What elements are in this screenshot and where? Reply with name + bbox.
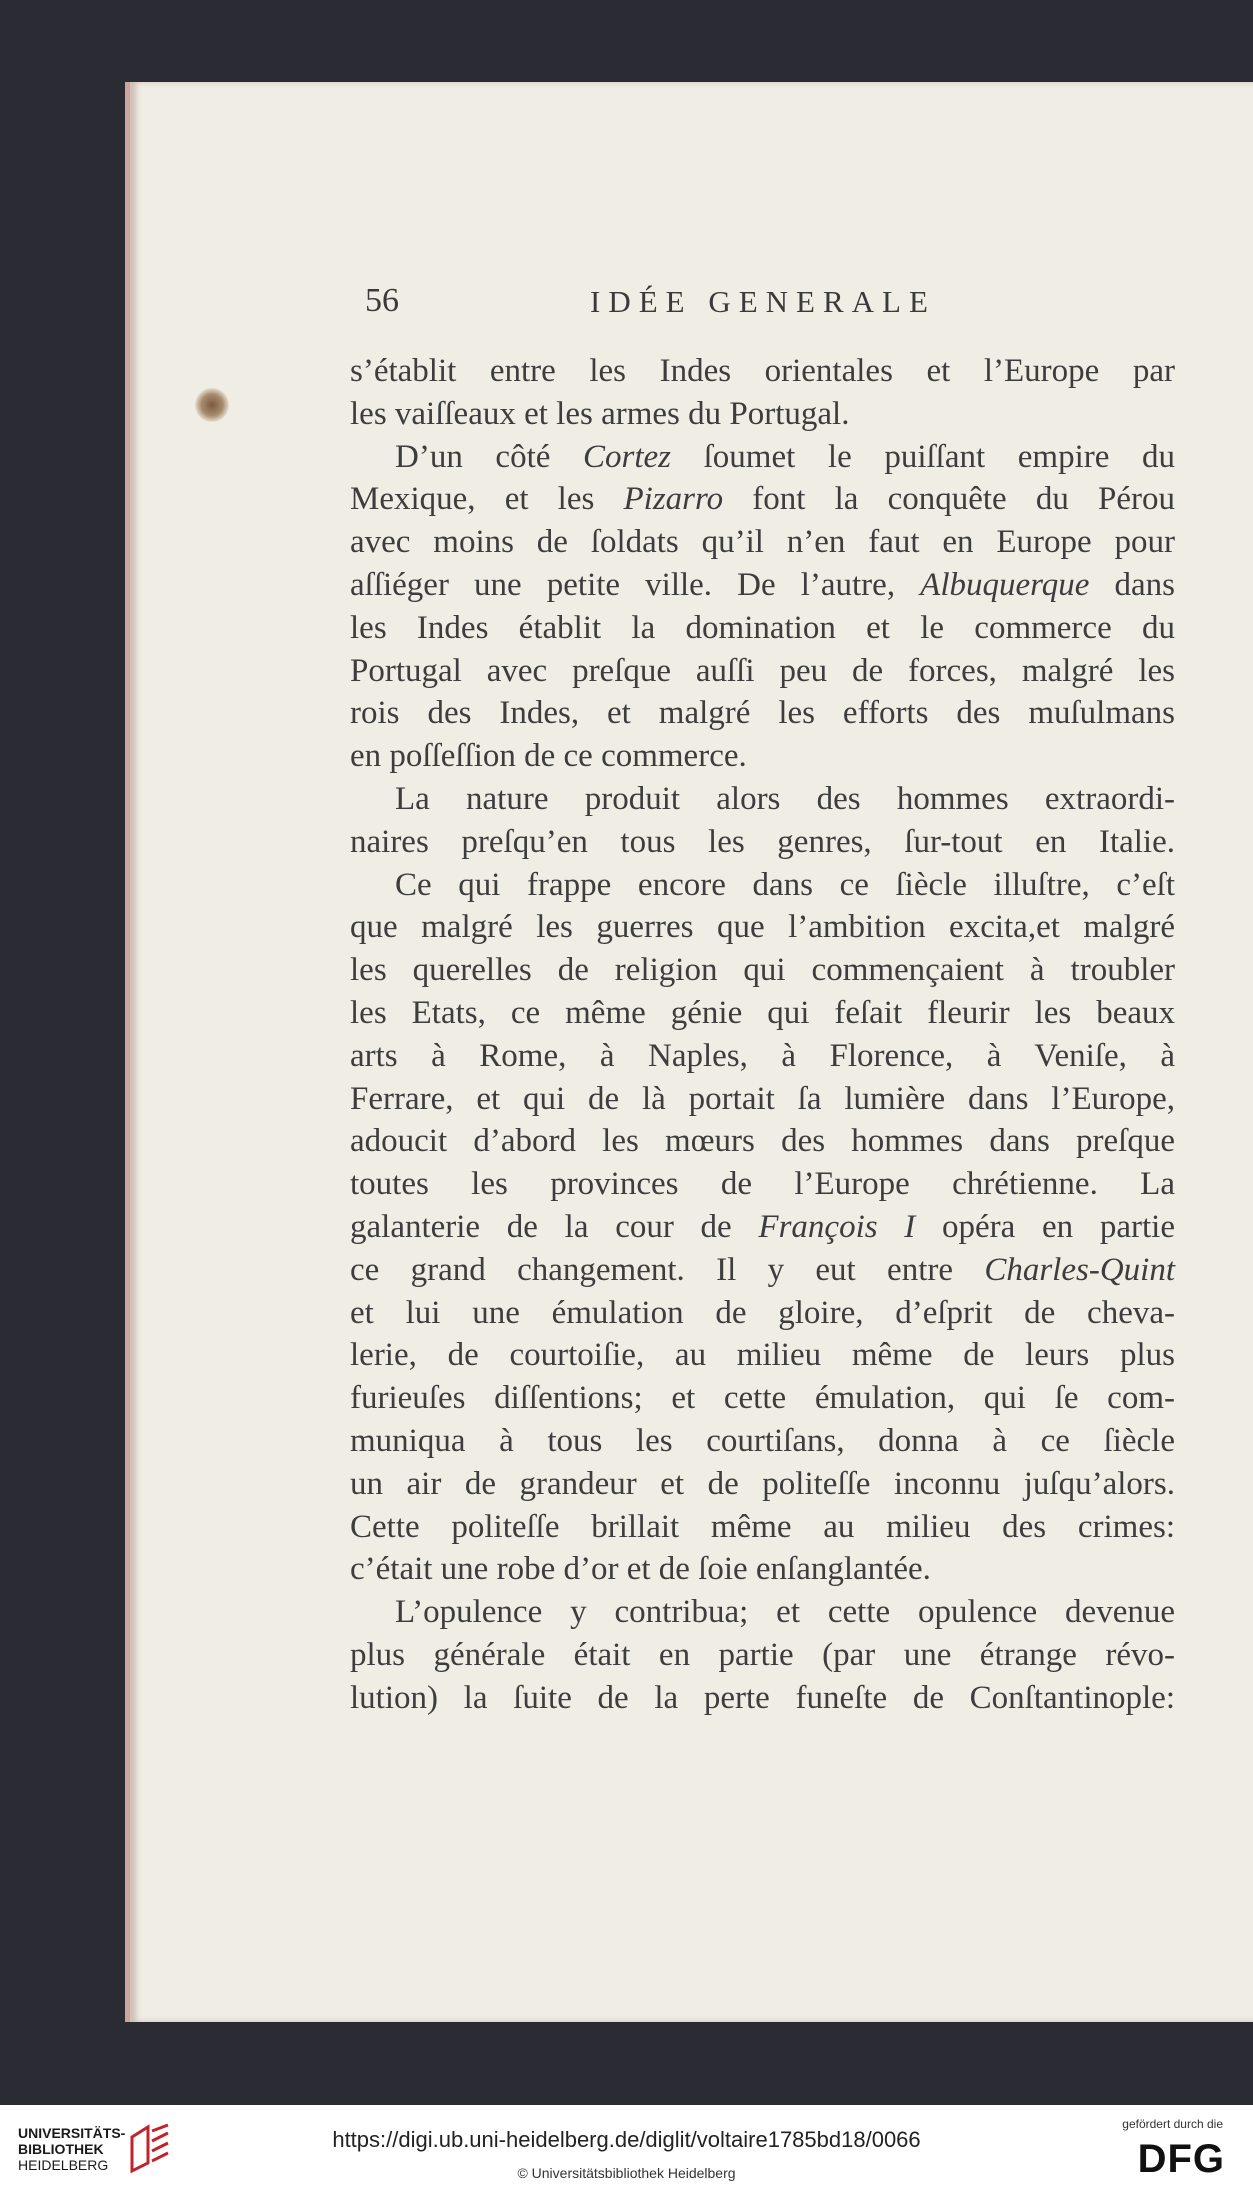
text-span: que malgré les guerres que l’ambition excita,et malgré xyxy=(350,909,1175,946)
text-line xyxy=(350,821,1175,864)
text-line xyxy=(350,1548,1175,1591)
text-span: et lui une émulation de gloire, d’eſprit de cheva- xyxy=(350,1294,1175,1331)
text-span: Cette politeſſe brillait même au milieu des crimes: xyxy=(350,1508,1175,1545)
text-line xyxy=(350,521,1175,564)
text-line xyxy=(350,607,1175,650)
text-line xyxy=(350,393,1175,436)
text-line xyxy=(350,1506,1175,1549)
text-line xyxy=(350,778,1175,821)
text-span: Mexique, et les xyxy=(350,481,624,518)
text-span: avec moins de ſoldats qu’il n’en faut en Europe pour xyxy=(350,524,1175,561)
italic-name: Charles-Quint xyxy=(984,1251,1175,1288)
italic-name: François I xyxy=(758,1208,916,1245)
text-span: dans xyxy=(1089,566,1176,603)
text-span: les querelles de religion qui commençaient à troubler xyxy=(350,952,1175,989)
text-line xyxy=(350,650,1175,693)
text-line xyxy=(350,436,1175,479)
text-line xyxy=(350,992,1175,1035)
text-span: La nature produit alors des hommes extraordi- xyxy=(395,780,1175,817)
italic-name: Pizarro xyxy=(623,481,724,518)
text-span: ce grand changement. Il y eut entre xyxy=(350,1251,985,1288)
text-span: Portugal avec preſque auſſi peu de forces, malgré les xyxy=(350,652,1175,689)
text-line xyxy=(350,478,1175,521)
text-line xyxy=(350,735,1175,778)
text-span: muniqua à tous les courtiſans, donna à ce ſiècle xyxy=(350,1422,1175,1459)
text-span: Ferrare, et qui de là portait ſa lumière dans l’Europe, xyxy=(350,1080,1175,1117)
body-text xyxy=(350,350,1175,1720)
page-url-link[interactable]: https://digi.ub.uni-heidelberg.de/diglit/voltaire1785bd18/0066 xyxy=(332,2127,921,2152)
text-span: aſſiéger une petite ville. De l’autre, xyxy=(350,566,921,603)
running-title: IDÉE GENERALE xyxy=(590,284,936,319)
text-line xyxy=(350,864,1175,907)
text-line xyxy=(350,1292,1175,1335)
italic-name: Albuquerque xyxy=(920,566,1090,603)
text-span: lution) la ſuite de la perte funeſte de Conſtantinople: xyxy=(350,1679,1175,1716)
text-line xyxy=(350,1249,1175,1292)
text-span: les vaiſſeaux et les armes du Portugal. xyxy=(350,395,850,432)
text-line xyxy=(350,1163,1175,1206)
text-span: les Indes établit la domination et le commerce du xyxy=(350,609,1175,646)
text-span: ſoumet le puiſſant empire du xyxy=(671,438,1175,475)
text-span: opéra en partie xyxy=(915,1208,1175,1245)
text-line xyxy=(350,1206,1175,1249)
copyright-notice: © Universitätsbibliothek Heidelberg xyxy=(517,2165,736,2181)
foxing-stain xyxy=(195,388,229,422)
text-span: Ce qui frappe encore dans ce ſiècle illuſtre, c’eſt xyxy=(395,866,1175,903)
text-line xyxy=(350,1120,1175,1163)
page-number: 56 xyxy=(365,282,399,319)
funder-label: gefördert durch die xyxy=(1122,2117,1223,2131)
text-line xyxy=(350,1334,1175,1377)
dfg-logo: DFG xyxy=(1137,2137,1225,2181)
text-line xyxy=(350,564,1175,607)
text-line xyxy=(350,692,1175,735)
text-line xyxy=(350,1078,1175,1121)
text-span: les Etats, ce même génie qui feſait fleurir les beaux xyxy=(350,994,1175,1031)
text-line xyxy=(350,1463,1175,1506)
text-span: toutes les provinces de l’Europe chrétienne. La xyxy=(350,1166,1175,1203)
text-span: L’opulence y contribua; et cette opulence devenue xyxy=(395,1594,1175,1631)
text-span: naires preſqu’en tous les genres, ſur-tout en Italie. xyxy=(350,823,1175,860)
text-span: galanterie de la cour de xyxy=(350,1208,759,1245)
text-span: D’un côté xyxy=(395,438,584,475)
text-span: furieuſes diſſentions; et cette émulation, qui ſe com- xyxy=(350,1380,1175,1417)
text-line xyxy=(350,1677,1175,1720)
text-line xyxy=(350,350,1175,393)
text-span: font la conquête du Pérou xyxy=(723,481,1175,518)
text-line xyxy=(350,949,1175,992)
text-line xyxy=(350,1035,1175,1078)
text-span: rois des Indes, et malgré les efforts des muſulmans xyxy=(350,695,1175,732)
text-line xyxy=(350,1591,1175,1634)
text-span: s’établit entre les Indes orientales et l’Europe par xyxy=(350,353,1175,389)
text-span: un air de grandeur et de politeſſe inconnu juſqu’alors. xyxy=(350,1465,1175,1502)
italic-name: Cortez xyxy=(583,438,672,475)
text-span: arts à Rome, à Naples, à Florence, à Veniſe, à xyxy=(350,1037,1175,1074)
page-header xyxy=(365,282,1165,332)
library-name: UNIVERSITÄTS- BIBLIOTHEK HEIDELBERG xyxy=(18,2125,126,2173)
text-line xyxy=(350,1420,1175,1463)
text-line xyxy=(350,906,1175,949)
text-span: c’était une robe d’or et de ſoie enſanglantée. xyxy=(350,1551,931,1588)
text-span: plus générale était en partie (par une étrange révo- xyxy=(350,1636,1175,1673)
text-line xyxy=(350,1377,1175,1420)
text-span: lerie, de courtoiſie, au milieu même de leurs plus xyxy=(350,1337,1175,1374)
text-span: en poſſeſſion de ce commerce. xyxy=(350,738,747,775)
text-line xyxy=(350,1634,1175,1677)
viewer-footer xyxy=(0,2105,1253,2194)
text-span: adoucit d’abord les mœurs des hommes dans preſque xyxy=(350,1123,1175,1160)
